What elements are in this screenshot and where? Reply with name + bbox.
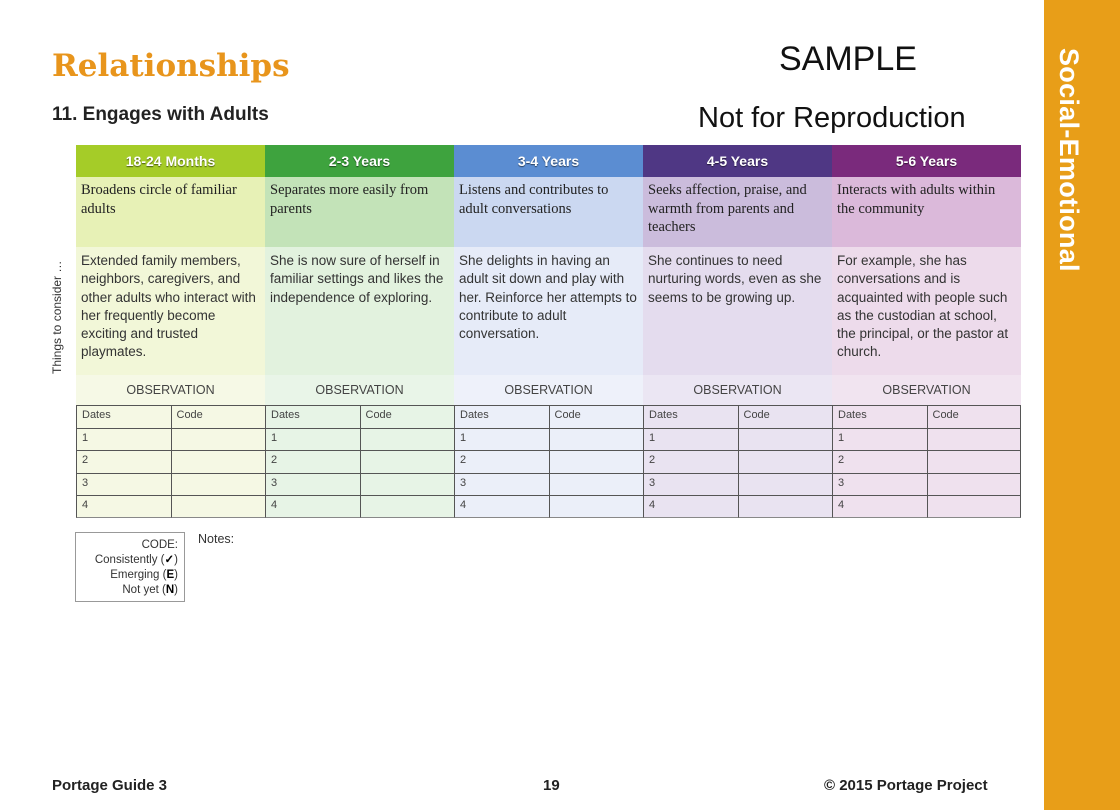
date-entry-cell[interactable]: 4	[265, 495, 360, 518]
copyright: © 2015 Portage Project	[824, 777, 988, 794]
dates-column-header: Dates	[454, 405, 549, 428]
observation-row	[76, 473, 1022, 496]
dates-column-header: Dates	[643, 405, 738, 428]
code-entry-cell[interactable]	[738, 495, 833, 518]
date-entry-cell[interactable]: 4	[832, 495, 927, 518]
consider-text: She is now sure of herself in familiar settings and likes the independence of exploring.	[265, 247, 454, 375]
observation-label: OBSERVATION	[76, 375, 265, 405]
code-legend-item: Emerging (E)	[110, 569, 178, 581]
code-legend-item: Consistently (✓)	[94, 554, 178, 566]
date-entry-cell[interactable]: 2	[643, 450, 738, 473]
page-title: Relationships	[52, 48, 290, 84]
date-entry-cell[interactable]: 3	[832, 473, 927, 496]
skill-description: Separates more easily from parents	[265, 177, 454, 247]
code-legend-title: CODE:	[141, 539, 178, 551]
code-legend	[75, 532, 185, 602]
date-entry-cell[interactable]: 2	[832, 450, 927, 473]
code-entry-cell[interactable]	[360, 473, 455, 496]
skill-description: Broadens circle of familiar adults	[76, 177, 265, 247]
date-entry-cell[interactable]: 1	[76, 428, 171, 451]
consider-row	[76, 247, 1022, 375]
skill-subtitle: 11. Engages with Adults	[52, 104, 269, 125]
code-entry-cell[interactable]	[927, 450, 1022, 473]
date-entry-cell[interactable]: 4	[454, 495, 549, 518]
code-entry-cell[interactable]	[360, 428, 455, 451]
date-entry-cell[interactable]: 3	[265, 473, 360, 496]
date-entry-cell[interactable]: 3	[454, 473, 549, 496]
consider-text: She delights in having an adult sit down and play with her. Reinforce her attempts to contribute to adult conversation.	[454, 247, 643, 375]
code-entry-cell[interactable]	[927, 428, 1022, 451]
code-entry-cell[interactable]	[738, 450, 833, 473]
age-header: 3-4 Years	[454, 145, 643, 177]
watermark-sample: SAMPLE	[779, 40, 917, 78]
section-side-tab	[1044, 0, 1120, 810]
code-entry-cell[interactable]	[171, 473, 266, 496]
code-column-header: Code	[738, 405, 833, 428]
code-legend-label: Emerging	[110, 569, 160, 581]
observation-label: OBSERVATION	[454, 375, 643, 405]
date-entry-cell[interactable]: 1	[643, 428, 738, 451]
observation-row	[76, 495, 1022, 518]
age-grid	[76, 145, 1022, 518]
code-legend-label: Consistently	[94, 554, 158, 566]
date-entry-cell[interactable]: 1	[832, 428, 927, 451]
dates-column-header: Dates	[265, 405, 360, 428]
code-entry-cell[interactable]	[549, 428, 644, 451]
code-column-header: Code	[360, 405, 455, 428]
consider-text: She continues to need nurturing words, even as she seems to be growing up.	[643, 247, 832, 375]
date-entry-cell[interactable]: 1	[454, 428, 549, 451]
skill-description: Seeks affection, praise, and warmth from parents and teachers	[643, 177, 832, 247]
code-entry-cell[interactable]	[549, 450, 644, 473]
age-header: 5-6 Years	[832, 145, 1021, 177]
code-entry-cell[interactable]	[171, 428, 266, 451]
code-symbol: E	[166, 569, 175, 581]
observation-row	[76, 450, 1022, 473]
skill-description: Interacts with adults within the community	[832, 177, 1021, 247]
code-entry-cell[interactable]	[738, 428, 833, 451]
code-entry-cell[interactable]	[360, 495, 455, 518]
age-header: 18-24 Months	[76, 145, 265, 177]
things-to-consider-label: Things to consider …	[50, 260, 64, 374]
code-entry-cell[interactable]	[549, 473, 644, 496]
skill-description: Listens and contributes to adult conversations	[454, 177, 643, 247]
code-symbol: N	[165, 584, 175, 596]
date-entry-cell[interactable]: 2	[265, 450, 360, 473]
age-header-row	[76, 145, 1022, 177]
code-legend-item: Not yet (N)	[122, 584, 178, 596]
date-entry-cell[interactable]: 2	[454, 450, 549, 473]
code-column-header: Code	[171, 405, 266, 428]
footer-guide-title: Portage Guide 3	[52, 777, 168, 794]
date-entry-cell[interactable]: 1	[265, 428, 360, 451]
code-entry-cell[interactable]	[549, 495, 644, 518]
code-column-header: Code	[549, 405, 644, 428]
code-entry-cell[interactable]	[171, 450, 266, 473]
code-entry-cell[interactable]	[927, 495, 1022, 518]
page-number: 19	[543, 777, 560, 794]
skill-row	[76, 177, 1022, 247]
observation-label: OBSERVATION	[643, 375, 832, 405]
code-entry-cell[interactable]	[360, 450, 455, 473]
date-entry-cell[interactable]: 4	[76, 495, 171, 518]
section-label: Social-Emotional	[1054, 48, 1084, 272]
observation-header-row	[76, 375, 1022, 405]
observation-label: OBSERVATION	[832, 375, 1021, 405]
code-entry-cell[interactable]	[738, 473, 833, 496]
code-entry-cell[interactable]	[171, 495, 266, 518]
consider-text: Extended family members, neighbors, caregivers, and other adults who interact with her frequently become exciting and trusted playmates.	[76, 247, 265, 375]
checkmark-icon: ✓	[164, 554, 175, 566]
dates-column-header: Dates	[832, 405, 927, 428]
notes-label: Notes:	[198, 532, 235, 546]
observation-column-headers	[76, 405, 1022, 428]
date-entry-cell[interactable]: 3	[76, 473, 171, 496]
dates-column-header: Dates	[76, 405, 171, 428]
code-entry-cell[interactable]	[927, 473, 1022, 496]
code-column-header: Code	[927, 405, 1022, 428]
watermark-not-for-reproduction: Not for Reproduction	[698, 102, 966, 134]
age-header: 4-5 Years	[643, 145, 832, 177]
consider-text: For example, she has conversations and is acquainted with people such as the custodian at school, the principal, or the pastor at church.	[832, 247, 1021, 375]
date-entry-cell[interactable]: 2	[76, 450, 171, 473]
age-header: 2-3 Years	[265, 145, 454, 177]
date-entry-cell[interactable]: 3	[643, 473, 738, 496]
observation-row	[76, 428, 1022, 451]
observation-label: OBSERVATION	[265, 375, 454, 405]
code-legend-label: Not yet	[122, 584, 159, 596]
date-entry-cell[interactable]: 4	[643, 495, 738, 518]
